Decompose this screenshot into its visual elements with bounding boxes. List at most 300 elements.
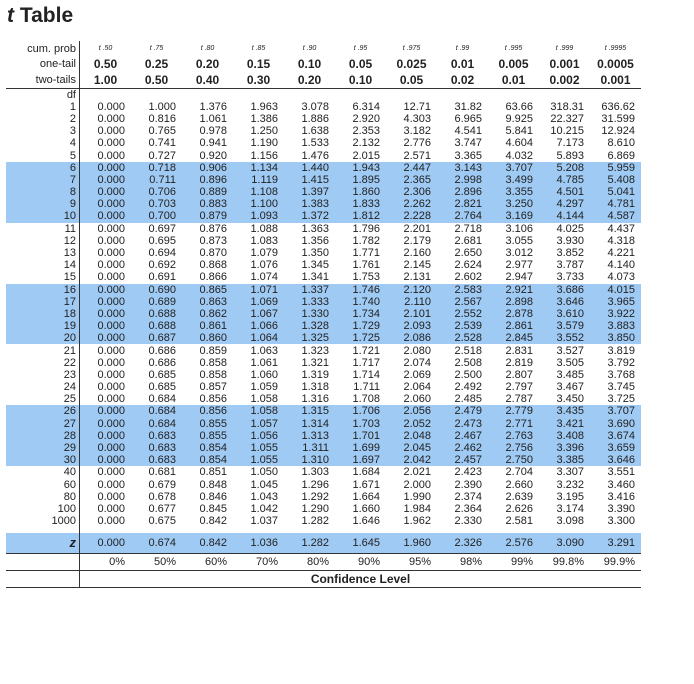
value-cell: 0.858	[199, 356, 227, 369]
value-cell: 0.845	[199, 502, 227, 515]
value-cell: 0.685	[148, 381, 176, 394]
value-cell: 1.796	[352, 222, 380, 235]
value-cell: 1.350	[301, 247, 329, 260]
confidence-cell: 70%	[233, 554, 284, 571]
z-value-cell: 1.960	[386, 533, 437, 554]
value-cell: 0.000	[97, 149, 125, 162]
table-row	[6, 357, 641, 369]
value-cell: 0.000	[97, 137, 125, 150]
value-cell: 0.858	[199, 368, 227, 381]
z-value-cell: 0.674	[131, 533, 182, 554]
cum-prob-row-cell: t .90	[302, 44, 317, 52]
value-cell: 2.052	[386, 418, 437, 430]
value-cell: 1.440	[284, 162, 335, 174]
table-row	[6, 113, 641, 125]
df-cell: 19	[6, 320, 80, 332]
value-cell: 0.870	[199, 247, 227, 260]
value-cell: 3.421	[539, 418, 590, 430]
value-cell: 8.610	[607, 137, 635, 150]
value-cell: 0.000	[80, 284, 132, 296]
value-cell: 1.000	[148, 100, 176, 113]
table-row	[6, 284, 641, 296]
value-cell: 1.323	[301, 344, 329, 357]
value-cell: 3.385	[539, 454, 590, 466]
value-cell: 1.076	[250, 259, 278, 272]
value-cell: 2.998	[437, 174, 488, 186]
df-cell: 30	[6, 454, 80, 466]
value-cell: 3.143	[437, 162, 488, 174]
value-cell: 0.876	[199, 222, 227, 235]
cum-prob-row-cell: t .975	[402, 44, 421, 52]
value-cell: 3.551	[607, 466, 635, 479]
value-cell: 1.761	[352, 259, 380, 272]
value-cell: 1.372	[284, 210, 335, 222]
value-cell: 2.764	[437, 210, 488, 222]
value-cell: 1.714	[352, 368, 380, 381]
value-cell: 1.476	[301, 149, 329, 162]
df-cell: 21	[6, 344, 80, 356]
value-cell: 2.878	[488, 308, 539, 320]
one-tail-row	[6, 57, 641, 73]
two-tails-row-cell: 0.50	[131, 72, 182, 88]
value-cell: 1.059	[250, 381, 278, 394]
value-cell: 3.930	[556, 234, 584, 247]
value-cell: 0.000	[80, 430, 132, 442]
value-cell: 1.100	[233, 198, 284, 210]
value-cell: 0.842	[199, 515, 227, 528]
value-cell: 1.061	[250, 356, 278, 369]
value-cell: 3.174	[556, 502, 584, 515]
value-cell: 3.460	[607, 478, 635, 491]
value-cell: 0.695	[148, 234, 176, 247]
value-cell: 5.041	[590, 186, 641, 198]
value-cell: 0.000	[80, 418, 132, 430]
two-tails-row-cell: 0.10	[335, 72, 386, 88]
value-cell: 2.048	[386, 430, 437, 442]
value-cell: 0.692	[148, 259, 176, 272]
value-cell: 0.863	[182, 296, 233, 308]
value-cell: 0.000	[80, 296, 132, 308]
value-cell: 0.000	[97, 466, 125, 479]
value-cell: 1.753	[352, 271, 380, 284]
empty-cell	[284, 88, 335, 101]
df-cell: 23	[6, 369, 80, 381]
value-cell: 3.690	[590, 418, 641, 430]
value-cell: 4.303	[403, 112, 431, 125]
value-cell: 0.686	[148, 356, 176, 369]
confidence-cell: 95%	[386, 554, 437, 571]
cum-prob-row-cell: t .95	[353, 44, 368, 52]
value-cell: 0.690	[131, 284, 182, 296]
value-cell: 2.567	[437, 296, 488, 308]
value-cell: 2.056	[386, 405, 437, 417]
value-cell: 2.074	[403, 356, 431, 369]
value-cell: 1.397	[284, 186, 335, 198]
table-row	[6, 247, 641, 259]
value-cell: 5.408	[590, 174, 641, 186]
value-cell: 636.62	[601, 100, 635, 113]
value-cell: 0.000	[97, 100, 125, 113]
two-tails-row-cell: 0.002	[539, 72, 590, 88]
value-cell: 0.741	[148, 137, 176, 150]
df-cell: 24	[6, 381, 80, 393]
value-cell: 2.845	[488, 332, 539, 344]
value-cell: 5.841	[505, 125, 533, 138]
df-cell: 13	[6, 247, 80, 259]
table-row	[6, 405, 641, 417]
value-cell: 2.819	[505, 356, 533, 369]
two-tails-row-cell: 0.001	[590, 72, 641, 88]
value-cell: 3.169	[488, 210, 539, 222]
two-tails-row-cell: 1.00	[80, 72, 132, 88]
value-cell: 1.156	[250, 149, 278, 162]
value-cell: 1.660	[352, 502, 380, 515]
value-cell: 1.734	[335, 308, 386, 320]
value-cell: 1.415	[284, 174, 335, 186]
value-cell: 2.462	[437, 442, 488, 454]
value-cell: 0.856	[182, 405, 233, 417]
table-row	[6, 223, 641, 235]
value-cell: 1.083	[250, 234, 278, 247]
table-row	[6, 186, 641, 198]
value-cell: 1.962	[403, 515, 431, 528]
value-cell: 0.906	[182, 162, 233, 174]
value-cell: 2.262	[386, 198, 437, 210]
empty-cell	[131, 88, 182, 101]
two-tails-row-cell: 0.20	[284, 72, 335, 88]
value-cell: 2.179	[403, 234, 431, 247]
value-cell: 3.435	[539, 405, 590, 417]
two-tails-row-cell: 0.40	[182, 72, 233, 88]
value-cell: 1.042	[250, 502, 278, 515]
confidence-label-blank	[6, 571, 80, 588]
two-tails-row-cell: 0.01	[488, 72, 539, 88]
value-cell: 3.768	[607, 368, 635, 381]
value-cell: 0.706	[131, 186, 182, 198]
table-row	[6, 296, 641, 308]
value-cell: 1.064	[233, 332, 284, 344]
value-cell: 0.000	[97, 247, 125, 260]
value-cell: 1.134	[233, 162, 284, 174]
value-cell: 3.250	[488, 198, 539, 210]
value-cell: 3.659	[590, 442, 641, 454]
value-cell: 3.883	[590, 320, 641, 332]
value-cell: 3.195	[556, 490, 584, 503]
value-cell: 0.851	[199, 466, 227, 479]
value-cell: 0.848	[199, 478, 227, 491]
value-cell: 2.763	[488, 430, 539, 442]
value-cell: 0.000	[97, 234, 125, 247]
value-cell: 2.921	[488, 284, 539, 296]
value-cell: 2.947	[505, 271, 533, 284]
two-tails-row-label: two-tails	[6, 72, 80, 88]
cum-prob-row-cell: t .9995	[604, 44, 627, 52]
cum-prob-row-cell: t .85	[251, 44, 266, 52]
value-cell: 1.363	[301, 222, 329, 235]
value-cell: 2.896	[437, 186, 488, 198]
df-cell: 1000	[6, 515, 80, 527]
value-cell: 1.043	[250, 490, 278, 503]
value-cell: 2.776	[403, 137, 431, 150]
value-cell: 4.541	[454, 125, 482, 138]
value-cell: 0.687	[131, 332, 182, 344]
value-cell: 2.485	[454, 393, 482, 406]
value-cell: 1.740	[335, 296, 386, 308]
value-cell: 1.725	[335, 332, 386, 344]
value-cell: 2.508	[454, 356, 482, 369]
df-cell: 15	[6, 271, 80, 283]
value-cell: 2.704	[505, 466, 533, 479]
df-cell: 4	[6, 137, 80, 149]
value-cell: 3.610	[539, 308, 590, 320]
confidence-cell: 90%	[335, 554, 386, 571]
value-cell: 4.025	[556, 222, 584, 235]
value-cell: 7.173	[556, 137, 584, 150]
value-cell: 3.922	[590, 308, 641, 320]
value-cell: 3.852	[556, 247, 584, 260]
value-cell: 2.110	[386, 296, 437, 308]
value-cell: 0.856	[199, 393, 227, 406]
value-cell: 1.383	[284, 198, 335, 210]
value-cell: 1.056	[233, 430, 284, 442]
value-cell: 0.683	[131, 442, 182, 454]
df-cell: 10	[6, 210, 80, 222]
value-cell: 0.859	[199, 344, 227, 357]
value-cell: 2.602	[454, 271, 482, 284]
value-cell: 0.000	[97, 368, 125, 381]
value-cell: 2.473	[437, 418, 488, 430]
value-cell: 0.000	[97, 393, 125, 406]
value-cell: 1.886	[301, 112, 329, 125]
value-cell: 3.505	[556, 356, 584, 369]
value-cell: 0.860	[182, 332, 233, 344]
value-cell: 0.684	[131, 405, 182, 417]
df-cell: 29	[6, 442, 80, 454]
value-cell: 0.000	[97, 490, 125, 503]
value-cell: 0.000	[97, 271, 125, 284]
value-cell: 1.311	[284, 442, 335, 454]
value-cell: 1.895	[335, 174, 386, 186]
value-cell: 1.671	[352, 478, 380, 491]
table-row	[6, 101, 641, 113]
table-row	[6, 479, 641, 491]
value-cell: 0.694	[148, 247, 176, 260]
value-cell: 5.208	[539, 162, 590, 174]
value-cell: 3.527	[556, 344, 584, 357]
df-cell: 22	[6, 357, 80, 369]
df-cell: 1	[6, 101, 80, 113]
value-cell: 1.943	[335, 162, 386, 174]
value-cell: 0.727	[148, 149, 176, 162]
value-cell: 3.819	[607, 344, 635, 357]
value-cell: 1.071	[233, 284, 284, 296]
value-cell: 3.745	[607, 381, 635, 394]
df-label: df	[6, 88, 80, 101]
value-cell: 0.855	[182, 418, 233, 430]
value-cell: 1.079	[250, 247, 278, 260]
value-cell: 1.061	[199, 112, 227, 125]
value-cell: 4.437	[607, 222, 635, 235]
value-cell: 1.337	[284, 284, 335, 296]
value-cell: 1.638	[301, 125, 329, 138]
value-cell: 1.055	[233, 454, 284, 466]
value-cell: 3.686	[539, 284, 590, 296]
value-cell: 0.681	[148, 466, 176, 479]
value-cell: 1.321	[301, 356, 329, 369]
value-cell: 3.012	[505, 247, 533, 260]
value-cell: 1.250	[250, 125, 278, 138]
one-tail-row-cell: 0.025	[396, 57, 427, 72]
df-label-row	[6, 88, 641, 101]
value-cell: 2.015	[352, 149, 380, 162]
df-cell: 18	[6, 308, 80, 320]
value-cell: 1.282	[301, 515, 329, 528]
empty-cell	[335, 88, 386, 101]
value-cell: 1.729	[335, 320, 386, 332]
value-cell: 2.132	[352, 137, 380, 150]
value-cell: 2.539	[437, 320, 488, 332]
value-cell: 1.190	[250, 137, 278, 150]
value-cell: 3.792	[607, 356, 635, 369]
cum-prob-row-cell: t .995	[504, 44, 523, 52]
value-cell: 0.862	[182, 308, 233, 320]
value-cell: 1.055	[233, 442, 284, 454]
df-cell: 14	[6, 259, 80, 271]
value-cell: 3.499	[488, 174, 539, 186]
value-cell: 0.675	[148, 515, 176, 528]
one-tail-row-cell: 0.20	[195, 57, 220, 72]
df-cell: 11	[6, 223, 80, 235]
value-cell: 0.000	[80, 210, 132, 222]
value-cell: 2.069	[403, 368, 431, 381]
df-cell: 16	[6, 284, 80, 296]
value-cell: 0.000	[97, 112, 125, 125]
value-cell: 6.869	[607, 149, 635, 162]
table-row	[6, 381, 641, 393]
value-cell: 3.467	[556, 381, 584, 394]
value-cell: 2.750	[488, 454, 539, 466]
value-cell: 1.345	[301, 259, 329, 272]
value-cell: 1.058	[250, 393, 278, 406]
value-cell: 0.691	[148, 271, 176, 284]
value-cell: 0.686	[148, 344, 176, 357]
table-row	[6, 430, 641, 442]
z-row	[6, 533, 641, 554]
value-cell: 2.807	[505, 368, 533, 381]
value-cell: 0.846	[199, 490, 227, 503]
table-row	[6, 442, 641, 454]
value-cell: 0.000	[80, 405, 132, 417]
two-tails-row-cell: 0.30	[233, 72, 284, 88]
value-cell: 2.660	[505, 478, 533, 491]
value-cell: 2.467	[437, 430, 488, 442]
value-cell: 1.860	[335, 186, 386, 198]
value-cell: 2.571	[403, 149, 431, 162]
value-cell: 0.854	[182, 454, 233, 466]
table-row	[6, 454, 641, 466]
value-cell: 1.037	[250, 515, 278, 528]
one-tail-row-cell: 0.15	[246, 57, 271, 72]
df-cell: 12	[6, 235, 80, 247]
empty-cell	[488, 88, 539, 101]
value-cell: 0.683	[131, 430, 182, 442]
value-cell: 1.330	[284, 308, 335, 320]
value-cell: 3.850	[590, 332, 641, 344]
value-cell: 2.650	[454, 247, 482, 260]
value-cell: 2.390	[454, 478, 482, 491]
z-value-cell: 1.645	[335, 533, 386, 554]
value-cell: 1.066	[233, 320, 284, 332]
value-cell: 0.868	[199, 259, 227, 272]
value-cell: 2.718	[454, 222, 482, 235]
value-cell: 3.733	[556, 271, 584, 284]
value-cell: 12.924	[601, 125, 635, 138]
df-cell: 9	[6, 198, 80, 210]
value-cell: 3.408	[539, 430, 590, 442]
value-cell: 1.833	[335, 198, 386, 210]
t-distribution-table	[6, 41, 641, 588]
value-cell: 1.684	[352, 466, 380, 479]
confidence-level-label: Confidence Level	[80, 571, 642, 588]
value-cell: 12.71	[403, 100, 431, 113]
value-cell: 1.717	[352, 356, 380, 369]
value-cell: 2.306	[386, 186, 437, 198]
value-cell: 3.232	[556, 478, 584, 491]
value-cell: 0.677	[148, 502, 176, 515]
table-row	[6, 162, 641, 174]
value-cell: 3.707	[488, 162, 539, 174]
confidence-cell: 99%	[488, 554, 539, 571]
confidence-cell: 0%	[80, 554, 132, 571]
value-cell: 4.221	[607, 247, 635, 260]
value-cell: 1.067	[233, 308, 284, 320]
table-row	[6, 125, 641, 137]
value-cell: 2.797	[505, 381, 533, 394]
value-cell: 0.689	[131, 296, 182, 308]
value-cell: 2.821	[437, 198, 488, 210]
value-cell: 2.080	[403, 344, 431, 357]
value-cell: 2.228	[386, 210, 437, 222]
value-cell: 1.088	[250, 222, 278, 235]
value-cell: 1.315	[284, 405, 335, 417]
table-row	[6, 174, 641, 186]
value-cell: 3.552	[539, 332, 590, 344]
df-cell: 2	[6, 113, 80, 125]
value-cell: 2.583	[437, 284, 488, 296]
table-row	[6, 503, 641, 515]
value-cell: 1.984	[403, 502, 431, 515]
value-cell: 2.779	[488, 405, 539, 417]
confidence-cell: 60%	[182, 554, 233, 571]
value-cell: 2.021	[403, 466, 431, 479]
value-cell: 2.581	[505, 515, 533, 528]
value-cell: 4.297	[539, 198, 590, 210]
value-cell: 3.579	[539, 320, 590, 332]
value-cell: 3.725	[607, 393, 635, 406]
df-cell: 8	[6, 186, 80, 198]
value-cell: 1.697	[335, 454, 386, 466]
value-cell: 2.160	[403, 247, 431, 260]
value-cell: 2.060	[403, 393, 431, 406]
value-cell: 1.646	[352, 515, 380, 528]
value-cell: 1.325	[284, 332, 335, 344]
value-cell: 0.683	[131, 454, 182, 466]
value-cell: 4.318	[607, 234, 635, 247]
value-cell: 0.765	[148, 125, 176, 138]
one-tail-row-cell: 0.01	[450, 57, 475, 72]
df-cell: 7	[6, 174, 80, 186]
value-cell: 0.679	[148, 478, 176, 491]
